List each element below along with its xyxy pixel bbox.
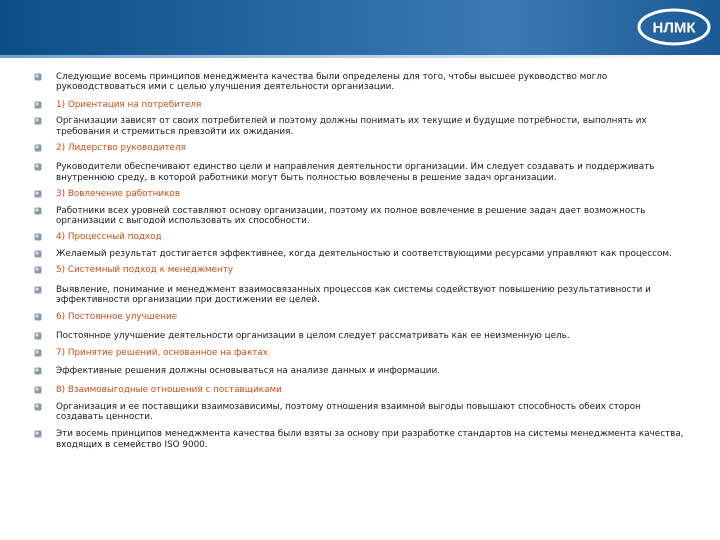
- principle-heading-7: [34, 348, 684, 358]
- heading-text: 6) Постоянное улучшение: [56, 311, 178, 322]
- bullet-icon: [34, 163, 42, 171]
- bullet-icon: [34, 117, 42, 125]
- bullet-icon: [34, 403, 42, 411]
- principle-text-5: [34, 285, 684, 306]
- paragraph-text: Эти восемь принципов менеджмента качества были взяты за основу при разработке стандартов на системы менеджмента качества, входящих в семейство ISO 9000.: [56, 429, 684, 450]
- principle-text-2: [34, 162, 684, 183]
- principle-heading-5: [34, 265, 684, 275]
- heading-text: 2) Лидерство руководителя: [56, 143, 186, 154]
- heading-text: 5) Системный подход к менеджменту: [56, 265, 234, 276]
- bullet-icon: [34, 233, 42, 241]
- paragraph-text: Постоянное улучшение деятельности организации в целом следует рассматривать как ее неизменную цель.: [56, 330, 570, 341]
- paragraph-text: Работники всех уровней составляют основу организации, поэтому их полное вовлечение в решение задач дает возможность организации с выгодой использовать их способности.: [56, 205, 646, 227]
- bullet-icon: [34, 313, 42, 321]
- principle-text-4: [34, 249, 684, 259]
- bullet-icon: [34, 73, 42, 81]
- header-divider: [0, 55, 720, 58]
- paragraph-text: Организация и ее поставщики взаимозависимы, поэтому отношения взаимной выгоды повышают способность обеих сторон создавать ценности.: [56, 401, 641, 422]
- bullet-icon: [34, 250, 42, 258]
- conclusion-paragraph: [34, 429, 684, 450]
- principle-heading-1: [34, 100, 684, 110]
- intro-paragraph: [34, 72, 684, 93]
- principle-text-1: [34, 116, 684, 137]
- principle-heading-8: [34, 385, 684, 395]
- heading-text: 8) Взаимовыгодные отношения с поставщиками: [56, 385, 282, 396]
- principle-text-8: [34, 402, 684, 423]
- heading-text: 3) Вовлечение работников: [56, 189, 181, 200]
- bullet-icon: [34, 207, 42, 215]
- principle-text-7: [34, 366, 684, 376]
- logo-text: НЛМК: [652, 19, 696, 37]
- bullet-icon: [34, 101, 42, 109]
- bullet-icon: [34, 430, 42, 438]
- heading-text: 4) Процессный подход: [56, 232, 162, 243]
- header-bar: [0, 0, 720, 55]
- paragraph-text: Руководители обеспечивают единство цели и направления деятельности организации. Им следует создавать и поддерживать внутреннюю среду, в которой работники могут быть полностью вовлечены в решение задач организации.: [56, 162, 655, 183]
- principle-heading-2: [34, 143, 684, 153]
- nlmk-logo: [636, 7, 712, 47]
- bullet-icon: [34, 144, 42, 152]
- principle-text-6: [34, 331, 684, 341]
- bullet-icon: [34, 266, 42, 274]
- bullet-icon: [34, 386, 42, 394]
- bullet-icon: [34, 332, 42, 340]
- principle-heading-4: [34, 232, 684, 242]
- paragraph-text: Эффективные решения должны основываться на анализе данных и информации.: [56, 365, 440, 376]
- principle-heading-3: [34, 189, 684, 199]
- paragraph-text: Организации зависят от своих потребителей и поэтому должны понимать их текущие и будущие потребности, выполнять их требования и стремиться превзойти их ожидания.: [56, 116, 647, 137]
- bullet-icon: [34, 349, 42, 357]
- principle-heading-6: [34, 312, 684, 322]
- heading-text: 7) Принятие решений, основанное на фактах: [56, 348, 268, 359]
- principles-list: [34, 72, 684, 450]
- paragraph-text: Желаемый результат достигается эффективнее, когда деятельностью и соответствующими ресурсами управляют как процессом.: [56, 248, 672, 259]
- paragraph-text: Выявление, понимание и менеджмент взаимосвязанных процессов как системы содействуют повышению результативности и эффективности организации при достижении ее целей.: [56, 284, 651, 306]
- bullet-icon: [34, 367, 42, 375]
- paragraph-text: Следующие восемь принципов менеджмента качества были определены для того, чтобы высшее руководство могло руководствоваться ими с целью улучшения деятельности организации.: [56, 72, 608, 93]
- principle-text-3: [34, 206, 684, 227]
- heading-text: 1) Ориентация на потребителя: [56, 99, 202, 110]
- bullet-icon: [34, 190, 42, 198]
- bullet-icon: [34, 286, 42, 294]
